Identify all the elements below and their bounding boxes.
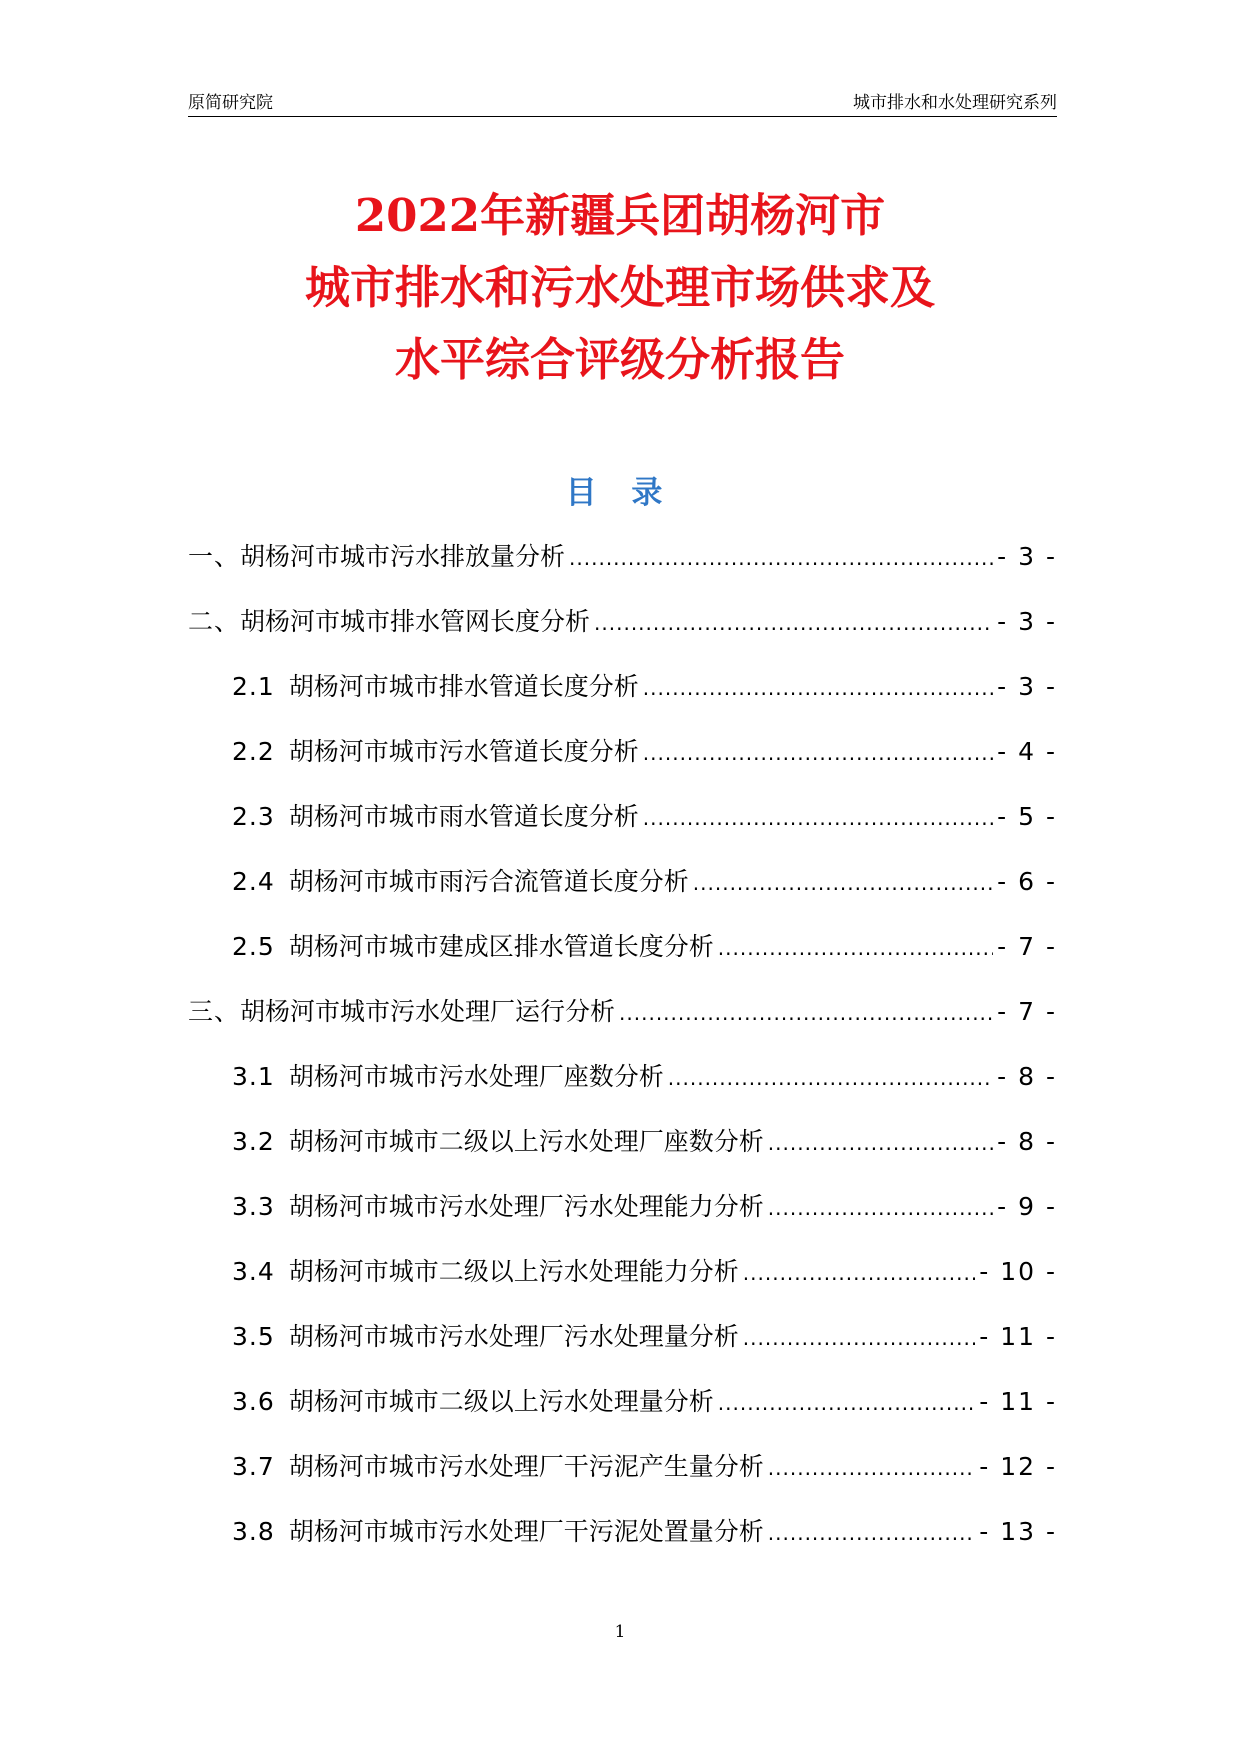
- toc-entry[interactable]: [188, 1057, 1057, 1122]
- page-number: 1: [614, 1622, 626, 1642]
- toc-entry-number: 一、: [188, 542, 241, 571]
- toc-heading: 目 录: [565, 475, 675, 511]
- toc-entry-number: 3.5: [232, 1322, 275, 1351]
- toc-entry-number: 3.4: [232, 1257, 275, 1286]
- toc-entry[interactable]: [188, 537, 1057, 602]
- toc-entry-number: 3.2: [232, 1127, 275, 1156]
- toc-entry-page: - 5 -: [997, 802, 1057, 831]
- toc-entry[interactable]: [188, 1382, 1057, 1447]
- report-title-line-2: 城市排水和污水处理市场供求及: [304, 261, 935, 314]
- toc-entry-page: - 13 -: [979, 1517, 1057, 1546]
- toc-entry[interactable]: [188, 862, 1057, 927]
- toc-entry-page: - 11 -: [979, 1387, 1057, 1416]
- toc-entry-page: - 6 -: [997, 867, 1057, 896]
- toc-entry-page: - 7 -: [997, 932, 1057, 961]
- toc-entry-number: 二、: [188, 607, 241, 636]
- toc-dot-leader: [718, 1391, 975, 1415]
- toc-entry-number: 3.8: [232, 1517, 275, 1546]
- toc-dot-leader: [693, 871, 993, 895]
- toc-dot-leader: [743, 1261, 975, 1285]
- toc-entry[interactable]: [188, 797, 1057, 862]
- toc-entry[interactable]: [188, 927, 1057, 992]
- toc-entry-label: 胡杨河市城市污水管道长度分析: [288, 737, 639, 766]
- toc-entry-label: 胡杨河市城市污水处理厂干污泥处置量分析: [288, 1517, 764, 1546]
- report-title: [0, 180, 1240, 396]
- toc-entry-page: - 7 -: [997, 997, 1057, 1026]
- header-series: 城市排水和水处理研究系列: [853, 93, 1057, 113]
- toc-entry-number: 2.2: [232, 737, 275, 766]
- toc-dot-leader: [768, 1521, 975, 1545]
- header-publisher: 原简研究院: [188, 93, 273, 113]
- toc-entry[interactable]: [188, 1512, 1057, 1577]
- toc-entry[interactable]: [188, 1447, 1057, 1512]
- toc-entry-label: 胡杨河市城市雨污合流管道长度分析: [288, 867, 689, 896]
- toc-entry-page: - 11 -: [979, 1322, 1057, 1351]
- table-of-contents: [188, 537, 1057, 1577]
- toc-entry-label: 胡杨河市城市二级以上污水处理厂座数分析: [288, 1127, 764, 1156]
- toc-entry-page: - 8 -: [997, 1127, 1057, 1156]
- toc-entry-number: 2.3: [232, 802, 275, 831]
- toc-entry-number: 3.1: [232, 1062, 275, 1091]
- toc-entry[interactable]: [188, 667, 1057, 732]
- toc-entry-number: 2.4: [232, 867, 275, 896]
- toc-entry-label: 胡杨河市城市污水处理厂污水处理量分析: [288, 1322, 739, 1351]
- report-title-line-3: 水平综合评级分析报告: [394, 333, 845, 386]
- toc-entry-label: 胡杨河市城市污水处理厂干污泥产生量分析: [288, 1452, 764, 1481]
- toc-entry[interactable]: [188, 992, 1057, 1057]
- toc-entry-number: 3.7: [232, 1452, 275, 1481]
- toc-entry-page: - 3 -: [997, 542, 1057, 571]
- toc-entry-label: 胡杨河市城市污水处理厂座数分析: [288, 1062, 664, 1091]
- toc-dot-leader: [643, 676, 993, 700]
- toc-entry-label: 胡杨河市城市建成区排水管道长度分析: [288, 932, 714, 961]
- toc-dot-leader: [743, 1326, 975, 1350]
- toc-entry[interactable]: [188, 732, 1057, 797]
- toc-dot-leader: [643, 741, 993, 765]
- toc-entry-label: 胡杨河市城市污水处理厂污水处理能力分析: [288, 1192, 764, 1221]
- toc-entry-number: 2.1: [232, 672, 275, 701]
- toc-dot-leader: [768, 1456, 975, 1480]
- toc-entry[interactable]: [188, 1122, 1057, 1187]
- toc-entry-label: 胡杨河市城市二级以上污水处理量分析: [288, 1387, 714, 1416]
- toc-entry-page: - 10 -: [979, 1257, 1057, 1286]
- toc-entry-label: 胡杨河市城市雨水管道长度分析: [288, 802, 639, 831]
- toc-dot-leader: [643, 806, 993, 830]
- toc-entry-number: 3.6: [232, 1387, 275, 1416]
- toc-entry-number: 3.3: [232, 1192, 275, 1221]
- toc-entry[interactable]: [188, 602, 1057, 667]
- toc-entry-page: - 12 -: [979, 1452, 1057, 1481]
- toc-entry[interactable]: [188, 1252, 1057, 1317]
- page-header: [188, 86, 1057, 117]
- toc-dot-leader: [569, 546, 993, 570]
- toc-entry-page: - 3 -: [997, 607, 1057, 636]
- toc-dot-leader: [594, 611, 993, 635]
- toc-entry-number: 三、: [188, 997, 241, 1026]
- toc-entry-label: 胡杨河市城市污水排放量分析: [240, 542, 566, 571]
- toc-entry-label: 胡杨河市城市排水管道长度分析: [288, 672, 639, 701]
- toc-entry-number: 2.5: [232, 932, 275, 961]
- toc-dot-leader: [619, 1001, 993, 1025]
- toc-entry-page: - 8 -: [997, 1062, 1057, 1091]
- toc-entry[interactable]: [188, 1317, 1057, 1382]
- toc-entry-page: - 3 -: [997, 672, 1057, 701]
- toc-dot-leader: [768, 1131, 993, 1155]
- toc-entry-label: 胡杨河市城市排水管网长度分析: [240, 607, 591, 636]
- toc-dot-leader: [768, 1196, 993, 1220]
- toc-entry-label: 胡杨河市城市污水处理厂运行分析: [240, 997, 616, 1026]
- report-title-line-1: 2022年新疆兵团胡杨河市: [354, 189, 886, 242]
- toc-entry-label: 胡杨河市城市二级以上污水处理能力分析: [288, 1257, 739, 1286]
- toc-dot-leader: [668, 1066, 993, 1090]
- toc-dot-leader: [718, 936, 993, 960]
- toc-entry-page: - 9 -: [997, 1192, 1057, 1221]
- toc-entry-page: - 4 -: [997, 737, 1057, 766]
- toc-entry[interactable]: [188, 1187, 1057, 1252]
